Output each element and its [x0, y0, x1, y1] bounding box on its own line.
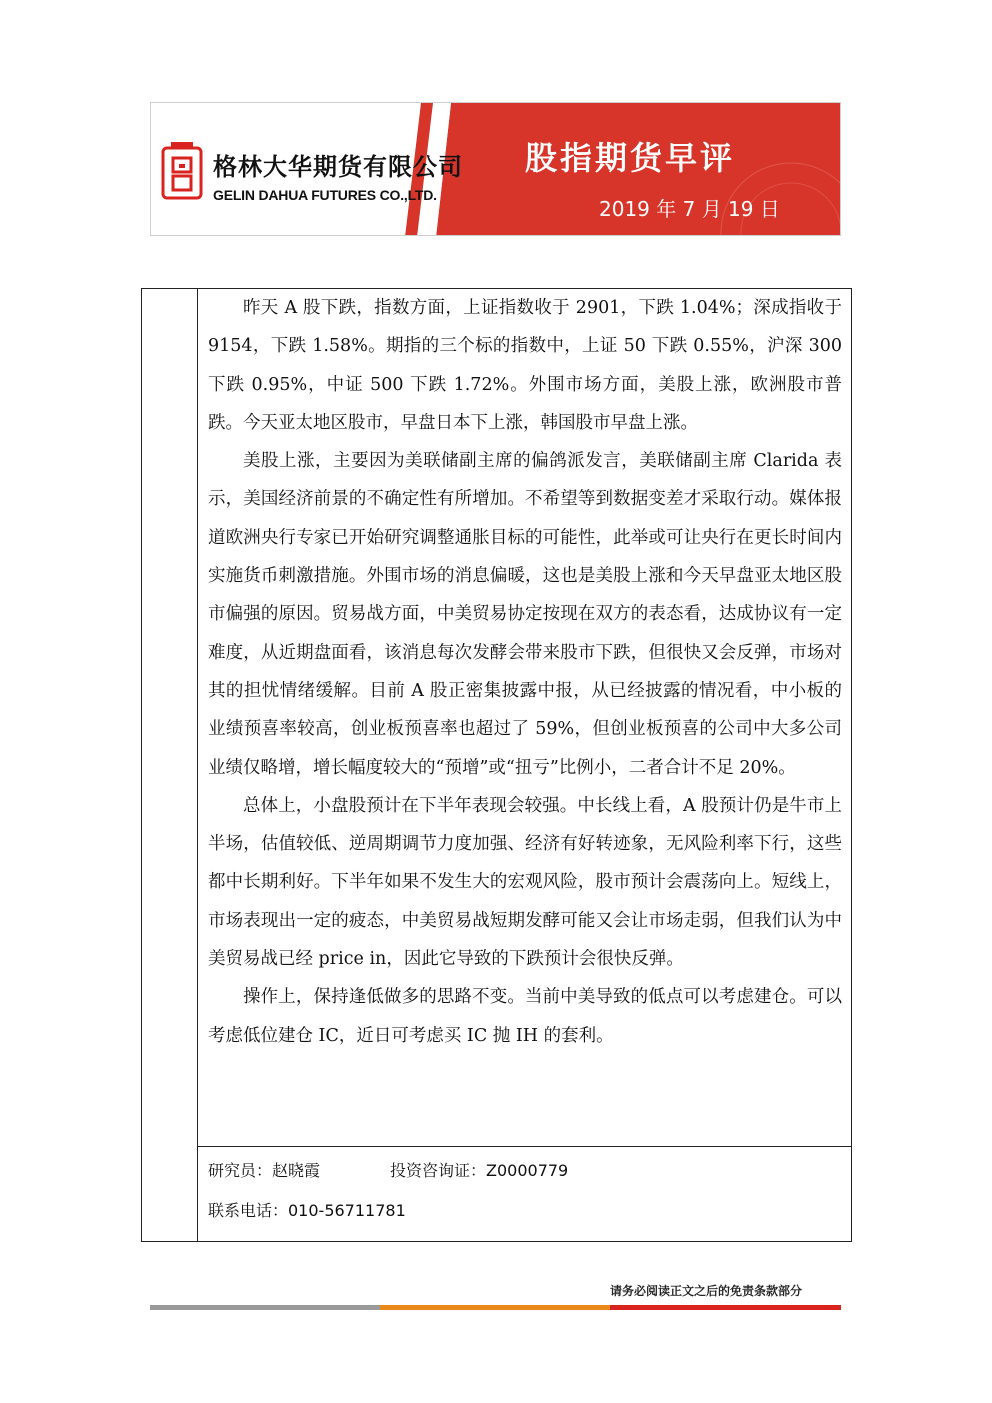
body-paragraph: 总体上，小盘股预计在下半年表现会较强。中长线上看，A 股预计仍是牛市上半场，估值较低、逆周期调节力度加强、经济有好转迹象，无风险利率下行，这些都中长期利好。下半年如果不发生大的宏观风险，股市预计会震荡向上。短线上，市场表现出一定的疲态，中美贸易战短期发酵可能又会让市场走弱，但我们认为中美贸易战已经 price in，因此它导致的下跌预计会很快反弹。: [208, 795, 842, 970]
report-header: [150, 102, 841, 236]
body-paragraph: 操作上，保持逢低做多的思路不变。当前中美导致的低点可以考虑建仓。可以考虑低位建仓 IC，近日可考虑买 IC 抛 IH 的套利。: [208, 987, 842, 1046]
disclaimer-note: 请务必阅读正文之后的免责条款部分: [610, 1284, 803, 1298]
report-body: [208, 289, 842, 1055]
body-paragraph: 美股上涨，主要因为美联储副主席的偏鸽派发言，美联储副主席 Clarida 表示，美国经济前景的不确定性有所增加。不希望等到数据变差才采取行动。媒体报道欧洲央行专家已开始研究调整通胀目标的可能性，此举或可让央行在更长时间内实施货币刺激措施。外围市场的消息偏暖，这也是美股上涨和今天早盘亚太地区股市偏强的原因。贸易战方面，中美贸易协定按现在双方的表态看，达成协议有一定难度，从近期盘面看，该消息每次发酵会带来股市下跌，但很快又会反弹，市场对其的担忧情绪缓解。目前 A 股正密集披露中报，从已经披露的情况看，中小板的业绩预喜率较高，创业板预喜率也超过了 59%，但创业板预喜的公司中大多公司业绩仅略增，增长幅度较大的“预增”或“扭亏”比例小，二者合计不足 20%。: [208, 451, 842, 778]
footer-bar-orange: [380, 1305, 610, 1310]
report-table: [141, 288, 852, 1242]
license-number: 投资咨询证：Z0000779: [390, 1161, 569, 1180]
company-name-en: GELIN DAHUA FUTURES CO.,LTD.: [213, 187, 437, 203]
researcher-name: 研究员：赵晓霞: [208, 1161, 321, 1180]
footer-bar-gray: [150, 1305, 380, 1310]
company-name-cn: 格林大华期货有限公司: [213, 153, 463, 181]
left-margin-column: [142, 289, 198, 1241]
body-paragraph: 昨天 A 股下跌，指数方面，上证指数收于 2901，下跌 1.04%；深成指收于 9154，下跌 1.58%。期指的三个标的指数中，上证 50 下跌 0.55%，沪深 300 下跌 0.95%，中证 500 下跌 1.72%。外围市场方面，美股上涨，欧洲股市普跌。今天亚太地区股市，早盘日本下上涨，韩国股市早盘上涨。: [208, 298, 842, 433]
report-title: 股指期货早评: [525, 139, 736, 177]
footer-color-bars: [150, 1305, 841, 1311]
company-logo-icon: [161, 140, 203, 202]
table-divider: [198, 1146, 851, 1147]
footer-bar-red: [610, 1305, 841, 1310]
contact-phone: 联系电话：010-56711781: [208, 1201, 406, 1220]
report-date: 2019 年 7 月 19 日: [599, 197, 780, 221]
author-info: [208, 1151, 838, 1231]
